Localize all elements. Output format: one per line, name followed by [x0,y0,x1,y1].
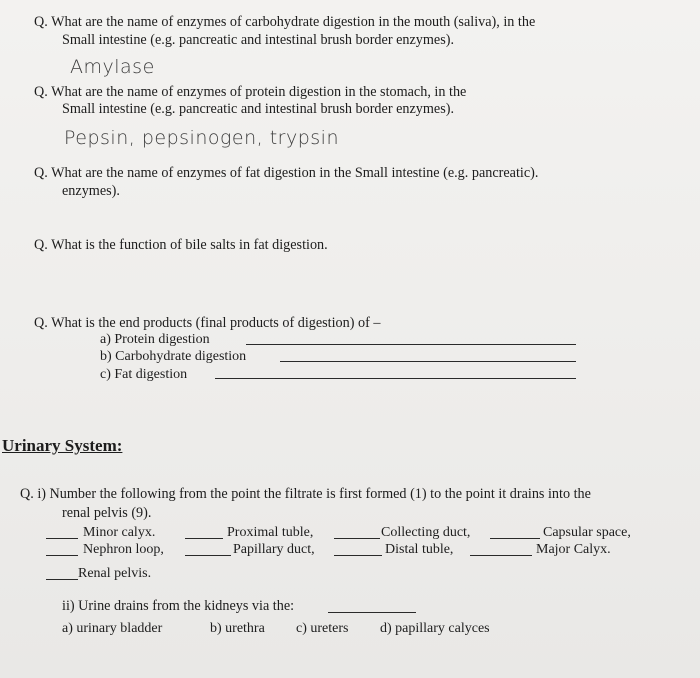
option-urinary-bladder[interactable]: a) urinary bladder [62,621,163,636]
term-major-calyx: Major Calyx. [536,542,611,557]
blank-minor-calyx[interactable] [46,538,78,539]
blank-proximal-tuble[interactable] [185,538,223,539]
term-nephron-loop: Nephron loop, [83,542,164,557]
question-3-line-2: enzymes). [62,183,120,199]
urinary-question-i-line-2: renal pelvis (9). [62,505,152,521]
show-through-text [120,186,640,220]
urinary-question-ii: ii) Urine drains from the kidneys via the: [62,598,295,614]
question-5: Q. What is the end products (final products of digestion) of – [34,315,381,331]
option-ureters[interactable]: c) ureters [296,621,349,636]
question-5-item-protein: a) Protein digestion [100,332,210,347]
urinary-system-heading: Urinary System: [2,436,123,455]
question-1-line-2: Small intestine (e.g. pancreatic and intestinal brush border enzymes). [62,32,454,48]
question-3-line-1: Q. What are the name of enzymes of fat digestion in the Small intestine (e.g. pancreatic). [34,165,539,181]
question-1-handwritten-answer: Amylase [70,56,155,78]
question-1-line-1: Q. What are the name of enzymes of carbohydrate digestion in the mouth (saliva), in the [34,14,536,30]
answer-line-protein[interactable] [246,344,576,345]
question-2-line-2: Small intestine (e.g. pancreatic and intestinal brush border enzymes). [62,101,454,117]
term-proximal-tuble: Proximal tuble, [227,525,314,540]
answer-line-urine-drains[interactable] [328,612,416,613]
question-5-item-fat: c) Fat digestion [100,367,188,382]
question-4: Q. What is the function of bile salts in fat digestion. [34,237,328,253]
term-capsular-space: Capsular space, [543,525,631,540]
term-renal-pelvis: Renal pelvis. [78,566,152,581]
blank-collecting-duct[interactable] [334,538,380,539]
question-2-line-1: Q. What are the name of enzymes of protein digestion in the stomach, in the [34,84,467,100]
blank-distal-tuble[interactable] [334,555,382,556]
blank-renal-pelvis[interactable] [46,579,78,580]
answer-line-fat[interactable] [215,378,576,379]
answer-line-carbohydrate[interactable] [280,361,576,362]
option-papillary-calyces[interactable]: d) papillary calyces [380,621,490,636]
blank-capsular-space[interactable] [490,538,540,539]
urinary-question-i-line-1: Q. i) Number the following from the point the filtrate is first formed (1) to the point it drains into the [20,486,591,502]
blank-papillary-duct[interactable] [185,555,231,556]
term-distal-tuble: Distal tuble, [385,542,454,557]
question-2-handwritten-answer: Pepsin, pepsinogen, trypsin [64,127,339,149]
option-urethra[interactable]: b) urethra [210,621,265,636]
blank-nephron-loop[interactable] [46,555,78,556]
term-papillary-duct: Papillary duct, [233,542,315,557]
term-minor-calyx: Minor calyx. [83,525,156,540]
blank-major-calyx[interactable] [470,555,532,556]
question-5-item-carbohydrate: b) Carbohydrate digestion [100,349,247,364]
term-collecting-duct: Collecting duct, [381,525,471,540]
